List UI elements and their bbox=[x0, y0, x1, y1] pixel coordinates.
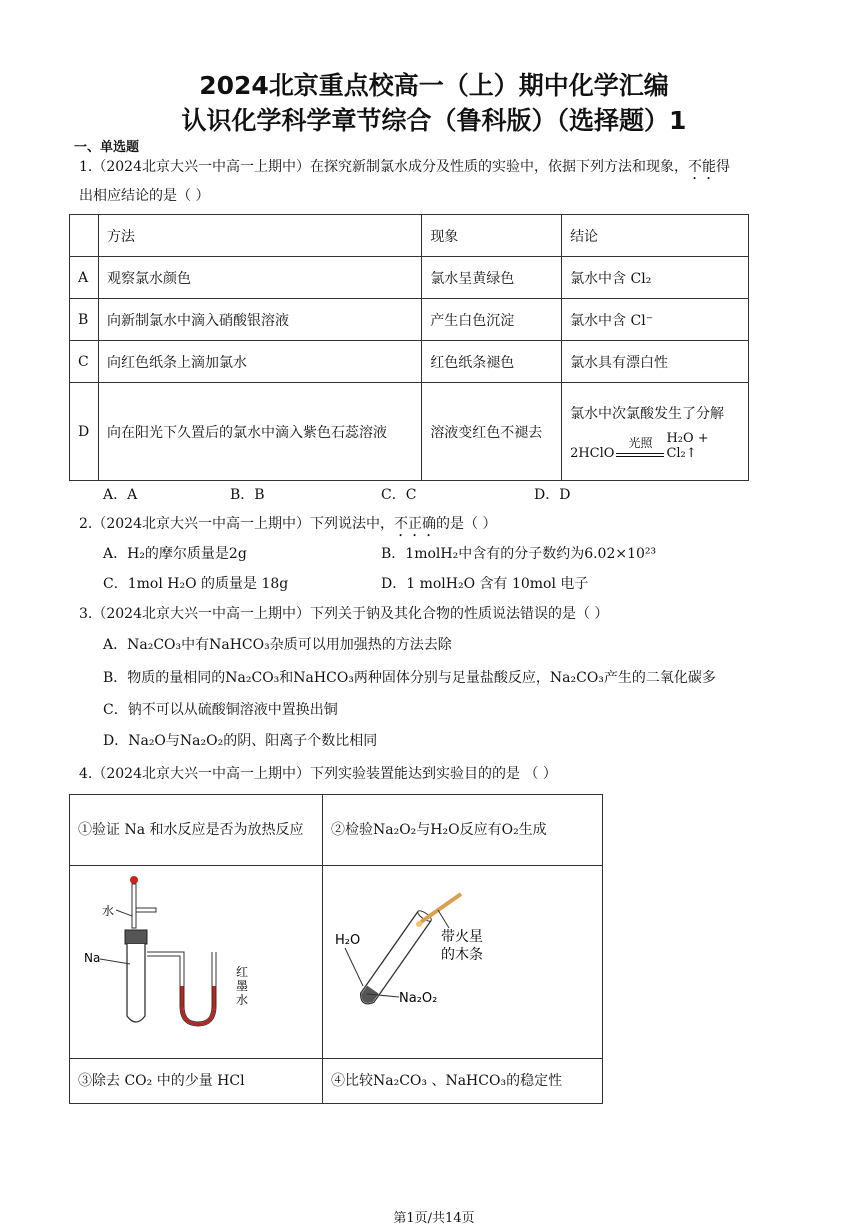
row-phenomenon: 红色纸条褪色 bbox=[422, 341, 562, 383]
row-conclusion: 氯水具有漂白性 bbox=[562, 341, 749, 383]
q1-stem-line2: 出相应结论的是（ ） bbox=[79, 188, 210, 204]
header-phenomenon: 现象 bbox=[422, 215, 562, 257]
label-red-3: 水 bbox=[236, 993, 249, 1007]
q1-option-d: D．D bbox=[534, 487, 571, 503]
na-pointer bbox=[100, 959, 130, 964]
row-method: 向红色纸条上滴加氯水 bbox=[98, 341, 421, 383]
label-water: 水 bbox=[102, 904, 115, 918]
cell-3: ③除去 CO₂ 中的少量 HCl bbox=[70, 1059, 323, 1104]
figure-2-cell bbox=[323, 866, 603, 1059]
row-phenomenon: 溶液变红色不褪去 bbox=[422, 383, 562, 481]
na-water-apparatus bbox=[70, 866, 322, 1049]
row-method: 向在阳光下久置后的氯水中滴入紫色石蕊溶液 bbox=[98, 383, 421, 481]
q3-option-a: A．Na₂CO₃中有NaHCO₃杂质可以用加强热的方法去除 bbox=[103, 637, 452, 653]
table-row bbox=[70, 299, 749, 341]
cell-2: ②检验Na₂O₂与H₂O反应有O₂生成 bbox=[323, 795, 603, 866]
h2o-pointer bbox=[345, 948, 363, 986]
q2-option-b: B．1molH₂中含有的分子数约为6.02×10²³ bbox=[381, 546, 657, 562]
table-row bbox=[70, 383, 749, 481]
q2-option-a: A．H₂的摩尔质量是2g bbox=[103, 546, 247, 562]
water-pointer bbox=[116, 910, 132, 916]
header-label-cell bbox=[70, 215, 99, 257]
row-method: 观察氯水颜色 bbox=[98, 257, 421, 299]
dropper-bulb bbox=[130, 876, 138, 884]
label-na2o2: Na₂O₂ bbox=[399, 991, 438, 1006]
row-phenomenon: 氯水呈黄绿色 bbox=[422, 257, 562, 299]
stick-ember bbox=[416, 921, 422, 927]
row-label: A bbox=[70, 257, 99, 299]
header-conclusion: 结论 bbox=[562, 215, 749, 257]
q1-option-b: B．B bbox=[230, 487, 265, 503]
row-label: C bbox=[70, 341, 99, 383]
page-footer: 第1页/共14页 bbox=[393, 1211, 475, 1226]
label-stick-2: 的木条 bbox=[441, 947, 483, 963]
section-heading: 一、单选题 bbox=[74, 140, 140, 155]
row-conclusion bbox=[562, 383, 749, 481]
table-row bbox=[70, 257, 749, 299]
q2-option-d: D．1 molH₂O 含有 10mol 电子 bbox=[381, 576, 589, 592]
label-stick-1: 带火星 bbox=[441, 929, 483, 945]
q2-option-c: C．1mol H₂O 的质量是 18g bbox=[103, 576, 289, 592]
stick-pointer bbox=[438, 910, 449, 928]
row-conclusion: 氯水中含 Cl₂ bbox=[562, 257, 749, 299]
q3-option-c: C．钠不可以从硫酸铜溶液中置换出铜 bbox=[103, 702, 338, 718]
row-conclusion: 氯水中含 Cl⁻ bbox=[562, 299, 749, 341]
q2-stem: 2.（2024北京大兴一中高一上期中）下列说法中，不正确的是（ ） bbox=[79, 516, 497, 532]
row-phenomenon: 产生白色沉淀 bbox=[422, 299, 562, 341]
decomposition-equation bbox=[570, 431, 740, 461]
title-line-1: 2024北京重点校高一（上）期中化学汇编 bbox=[199, 71, 669, 100]
header-method: 方法 bbox=[98, 215, 421, 257]
q1-option-a: A．A bbox=[103, 487, 138, 503]
q3-option-b: B．物质的量相同的Na₂CO₃和NaHCO₃两种固体分别与足量盐酸反应，Na₂CO₃产生的二氧化碳多 bbox=[103, 670, 716, 686]
q1-table bbox=[69, 214, 749, 481]
label-red-2: 墨 bbox=[236, 979, 249, 993]
q3-option-d: D．Na₂O与Na₂O₂的阴、阳离子个数比相同 bbox=[103, 733, 378, 749]
stopper bbox=[125, 930, 147, 944]
label-h2o: H₂O bbox=[335, 933, 361, 948]
label-red-1: 红 bbox=[236, 965, 249, 979]
test-tube bbox=[127, 944, 145, 1022]
q4-table bbox=[69, 794, 603, 1104]
equation-arrow bbox=[616, 435, 664, 461]
row-label: D bbox=[70, 383, 99, 481]
cell-4: ④比较Na₂CO₃ 、NaHCO₃的稳定性 bbox=[323, 1059, 603, 1104]
figure-1-cell bbox=[70, 866, 323, 1059]
conclusion-text: 氯水中次氯酸发生了分解 bbox=[570, 405, 725, 422]
q1-option-c: C．C bbox=[381, 487, 417, 503]
double-line bbox=[616, 453, 664, 457]
q1-stem: 1.（2024北京大兴一中高一上期中）在探究新制氯水成分及性质的实验中，依据下列方法和现象，不能得 bbox=[79, 159, 730, 175]
row-label: B bbox=[70, 299, 99, 341]
q3-stem: 3.（2024北京大兴一中高一上期中）下列关于钠及其化合物的性质说法错误的是（ ） bbox=[79, 606, 609, 622]
na2o2-apparatus bbox=[323, 866, 602, 1049]
q4-stem: 4.（2024北京大兴一中高一上期中）下列实验装置能达到实验目的的是 （ ） bbox=[79, 766, 557, 782]
row-method: 向新制氯水中滴入硝酸银溶液 bbox=[98, 299, 421, 341]
red-ink bbox=[182, 986, 214, 1024]
table-header-row bbox=[70, 215, 749, 257]
equation-right: H₂O + Cl₂↑ bbox=[666, 430, 709, 461]
dropper-side bbox=[136, 908, 156, 912]
wood-stick bbox=[421, 894, 461, 922]
label-na: Na bbox=[84, 951, 101, 965]
title-line-2: 认识化学科学章节综合（鲁科版）（选择题）1 bbox=[181, 106, 687, 135]
cell-1: ①验证 Na 和水反应是否为放热反应 bbox=[70, 795, 323, 866]
table-row bbox=[70, 341, 749, 383]
dropper-tube bbox=[132, 884, 136, 928]
equation-condition: 光照 bbox=[628, 435, 653, 450]
equation-left: 2HClO bbox=[570, 445, 615, 461]
